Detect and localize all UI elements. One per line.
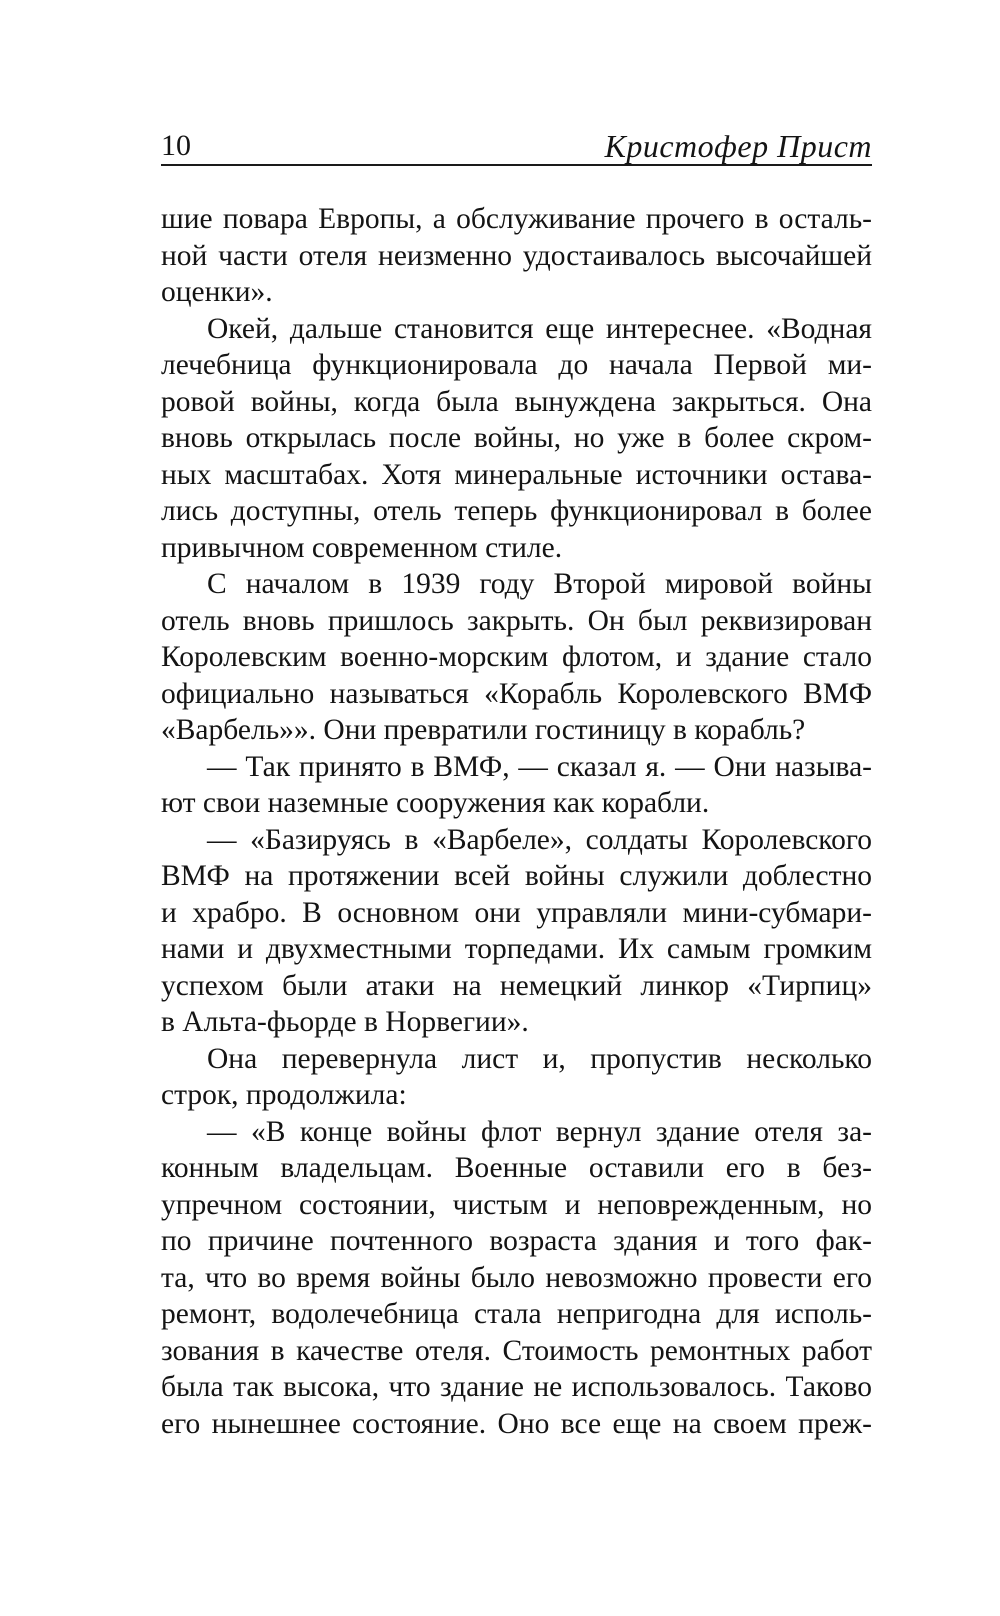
text-line: Окей, дальше становится еще интереснее. «Водная (207, 312, 872, 345)
text-line: — «Базируясь в «Варбеле», солдаты Королевского (207, 823, 872, 856)
text-line: ют свои наземные сооружения как корабли. (161, 787, 710, 819)
text-line: ных масштабах. Хотя минеральные источники остава- (161, 458, 872, 491)
text-line: строк, продолжила: (161, 1079, 407, 1111)
text-line: та, что во время войны было невозможно провести его (161, 1261, 872, 1294)
text-line: ровой войны, когда была вынуждена закрыться. Она (161, 385, 872, 418)
page-number: 10 (161, 129, 191, 162)
text-line: ремонт, водолечебница стала непригодна для исполь- (161, 1298, 872, 1330)
text-line: его нынешнее состояние. Оно все еще на своем преж- (161, 1407, 872, 1440)
text-line: была так высока, что здание не использовалось. Таково (161, 1371, 872, 1403)
text-line: Она перевернула лист и, пропустив несколько (207, 1042, 872, 1075)
text-line: официально называться «Корабль Королевского ВМФ (161, 677, 872, 710)
running-head-author: Кристофер Прист (604, 128, 872, 164)
body-text (161, 201, 872, 1442)
text-line: привычном современном стиле. (161, 531, 563, 564)
text-line: успехом были атаки на немецкий линкор «Тирпиц» (161, 969, 872, 1002)
text-line: по причине почтенного возраста здания и того фак- (161, 1225, 872, 1257)
text-line: оценки». (161, 276, 273, 308)
text-line: вновь открылась после войны, но уже в более скром- (161, 422, 872, 454)
text-line: конным владельцам. Военные оставили его в без- (161, 1152, 872, 1184)
text-line: — Так принято в ВМФ, — сказал я. — Они называ- (207, 750, 872, 783)
text-line: шие повара Европы, а обслуживание прочего в осталь- (161, 203, 872, 235)
text-line: С началом в 1939 году Второй мировой войны (207, 568, 872, 600)
text-line: «Варбель»». Они превратили гостиницу в корабль? (161, 714, 806, 746)
text-line: упречном состоянии, чистым и неповрежденным, но (161, 1188, 872, 1221)
text-line: зования в качестве отеля. Стоимость ремонтных работ (161, 1334, 872, 1367)
text-line: — «В конце войны флот вернул здание отеля за- (207, 1115, 872, 1148)
text-line: и храбро. В основном они управляли мини-субмари- (161, 896, 872, 929)
text-line: лечебница функционировала до начала Первой ми- (161, 349, 872, 381)
text-line: лись доступны, отель теперь функционировал в более (161, 495, 872, 527)
text-line: ВМФ на протяжении всей войны служили доблестно (161, 860, 872, 892)
text-line: отель вновь пришлось закрыть. Он был реквизирован (161, 604, 872, 637)
text-line: нами и двухместными торпедами. Их самым громким (161, 933, 872, 965)
text-line: в Альта-фьорде в Норвегии». (161, 1006, 529, 1038)
text-line: Королевским военно-морским флотом, и здание стало (161, 641, 872, 673)
text-line: ной части отеля неизменно удостаивалось высочайшей (161, 239, 872, 272)
header-rule (161, 164, 872, 166)
